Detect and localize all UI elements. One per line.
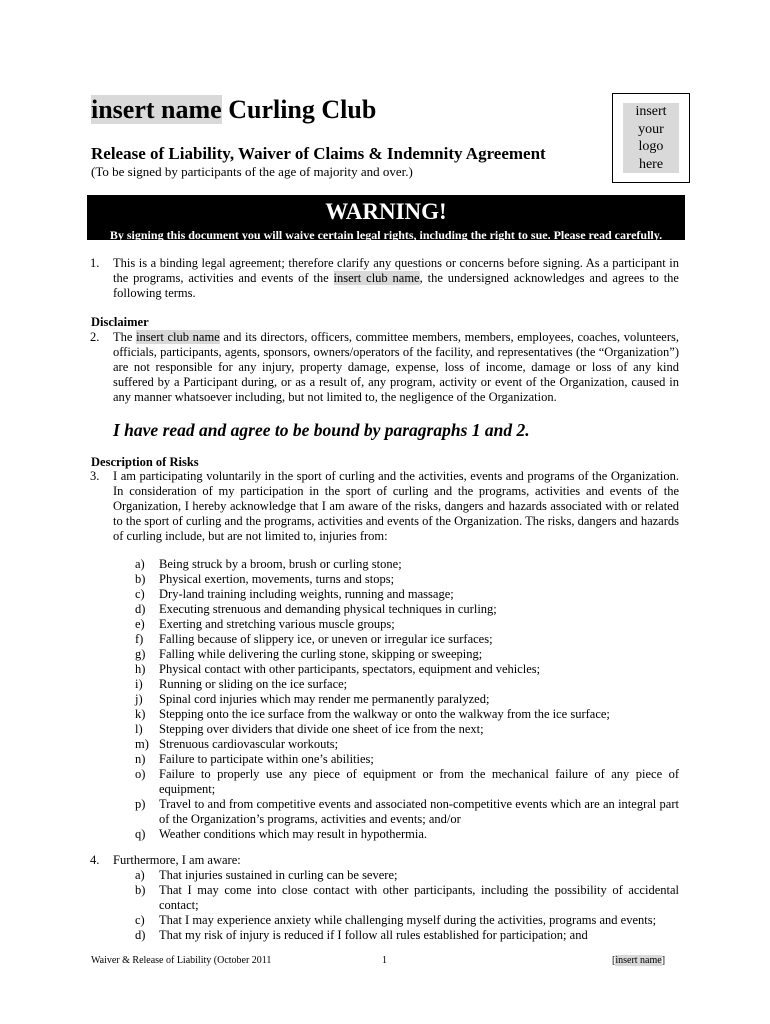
list-item-text: Physical contact with other participants, spectators, equipment and vehicles; [159,662,541,676]
list-item [113,572,679,587]
list-item-label: n) [135,752,146,766]
awareness-list [113,868,679,943]
list-item-label: a) [135,868,145,882]
list-item-text: Stepping over dividers that divide one sheet of ice from the next; [159,722,484,736]
list-item [113,662,679,677]
logo-placeholder-box [612,93,690,183]
list-item [113,707,679,722]
paragraph-number: 4. [90,853,100,867]
paragraph-number: 2. [90,330,100,344]
list-item-label: q) [135,827,146,841]
list-item-label: m) [135,737,149,751]
document-subtitle: Release of Liability, Waiver of Claims & Indemnity Agreement [91,144,546,163]
list-item-text: Failure to properly use any piece of equipment or from the mechanical failure of any piece of equipment; [159,767,679,796]
list-item-label: g) [135,647,146,661]
club-name-placeholder: insert name [615,955,662,966]
list-item-label: b) [135,883,146,897]
list-item-text: Being struck by a broom, brush or curling stone; [159,557,402,571]
footer-document-name: Waiver & Release of Liability (October 2011 [91,955,272,966]
list-item [113,883,679,913]
list-item [113,913,679,928]
footer-page-number: 1 [382,955,387,966]
list-item [113,587,679,602]
list-item-text: Strenuous cardiovascular workouts; [159,737,339,751]
age-requirement-note: (To be signed by participants of the age of majority and over.) [91,164,413,179]
list-item-label: a) [135,557,145,571]
agreement-statement: I have read and agree to be bound by paragraphs 1 and 2. [113,420,530,440]
list-item-label: h) [135,662,146,676]
list-item-label: c) [135,587,145,601]
list-item-text: Exerting and stretching various muscle groups; [159,617,395,631]
list-item [113,557,679,572]
list-item-text: Falling while delivering the curling stone, skipping or sweeping; [159,647,483,661]
para-text: and its directors, officers, committee members, members, employees, coaches, volunteers, officials, participants, agents, sponsors, owners/operators of the facility, and representatives (the “Organization”) are not responsible for any injury, property damage, expense, loss of income, damage or loss of any kind suffered by a Participant during, or as a result of, any program, activity or event of the Organization, caused in any manner whatsoever including, but not limited to, the negligence of the Organization. [113,330,679,404]
list-item-label: d) [135,602,146,616]
list-item [113,737,679,752]
list-item-label: l) [135,722,143,736]
list-item-text: That injuries sustained in curling can be severe; [159,868,398,882]
list-item [113,767,679,797]
logo-line: your [638,121,664,137]
list-item-text: That I may experience anxiety while challenging myself during the activities, programs and events; [159,913,657,927]
disclaimer-paragraph [113,330,679,405]
logo-line: here [638,156,664,172]
list-item [113,692,679,707]
awareness-paragraph: Furthermore, I am aware: [113,853,241,867]
paragraph-number: 1. [90,256,100,270]
list-item [113,868,679,883]
logo-placeholder-text [623,103,679,173]
list-item [113,602,679,617]
club-name-placeholder: insert club name [136,330,220,344]
list-item-text: That I may come into close contact with other participants, including the possibility of accidental contact; [159,883,679,912]
list-item-text: Spinal cord injuries which may render me permanently paralyzed; [159,692,490,706]
para-text: The [113,330,137,344]
risks-heading: Description of Risks [91,455,199,469]
list-item-text: Weather conditions which may result in hypothermia. [159,827,428,841]
list-item-label: e) [135,617,145,631]
document-title [91,92,376,128]
list-item [113,617,679,632]
club-name-placeholder: insert club name [333,271,420,285]
list-item-label: i) [135,677,143,691]
warning-text: By signing this document you will waive certain legal rights, including the right to sue. Please read carefully. [109,228,663,242]
list-item-label: b) [135,572,146,586]
para-text: This is a binding legal agreement; therefore clarify any questions or concerns before signing. As a participant in the programs, activities and events of the [113,256,679,285]
list-item [113,752,679,767]
footer-club-name [612,955,665,967]
list-item-label: p) [135,797,146,811]
logo-line: insert [635,104,667,119]
list-item [113,677,679,692]
list-item-label: j) [135,692,143,706]
list-item-text: That my risk of injury is reduced if I follow all rules established for participation; and [159,928,588,942]
list-item-label: d) [135,928,146,942]
binding-agreement-paragraph [113,256,679,301]
list-item-label: o) [135,767,146,781]
paragraph-number: 3. [90,469,100,483]
list-item [113,928,679,943]
list-item [113,797,679,827]
disclaimer-heading: Disclaimer [91,315,149,329]
list-item-label: c) [135,913,145,927]
list-item-text: Dry-land training including weights, running and massage; [159,587,454,601]
list-item-label: k) [135,707,146,721]
list-item-label: f) [135,632,144,646]
risk-list [113,557,679,842]
list-item-text: Falling because of slippery ice, or uneven or irregular ice surfaces; [159,632,493,646]
title-suffix: Curling Club [221,95,377,124]
list-item-text: Running or sliding on the ice surface; [159,677,348,691]
warning-banner [87,195,685,240]
list-item-text: Executing strenuous and demanding physical techniques in curling; [159,602,497,616]
list-item [113,722,679,737]
list-item-text: Stepping onto the ice surface from the walkway or onto the walkway from the ice surface; [159,707,610,721]
list-item [113,647,679,662]
list-item [113,827,679,842]
list-item-text: Travel to and from competitive events and associated non-competitive events which are an integral part of the Organization’s programs, activities and events; and/or [159,797,679,826]
bracket: ] [661,955,666,966]
list-item [113,632,679,647]
list-item-text: Failure to participate within one’s abilities; [159,752,374,766]
list-item-text: Physical exertion, movements, turns and stops; [159,572,395,586]
para-text: , the undersigned acknowledges and agrees to the following terms. [113,271,679,300]
warning-title: WARNING! [325,199,447,224]
risks-paragraph: I am participating voluntarily in the sport of curling and the activities, events and programs of the Organization. In consideration of my participation in the sport of curling and the programs, activities and events of the Organization, I hereby acknowledge that I am aware of the risks, dangers and hazards associated with or related to the sport of curling and the programs, activities and events of the Organization. The risks, dangers and hazards of curling include, but are not limited to, injuries from: [113,469,679,543]
bracket: [ [612,955,616,966]
logo-line: logo [638,139,664,154]
club-name-placeholder: insert name [91,95,222,124]
